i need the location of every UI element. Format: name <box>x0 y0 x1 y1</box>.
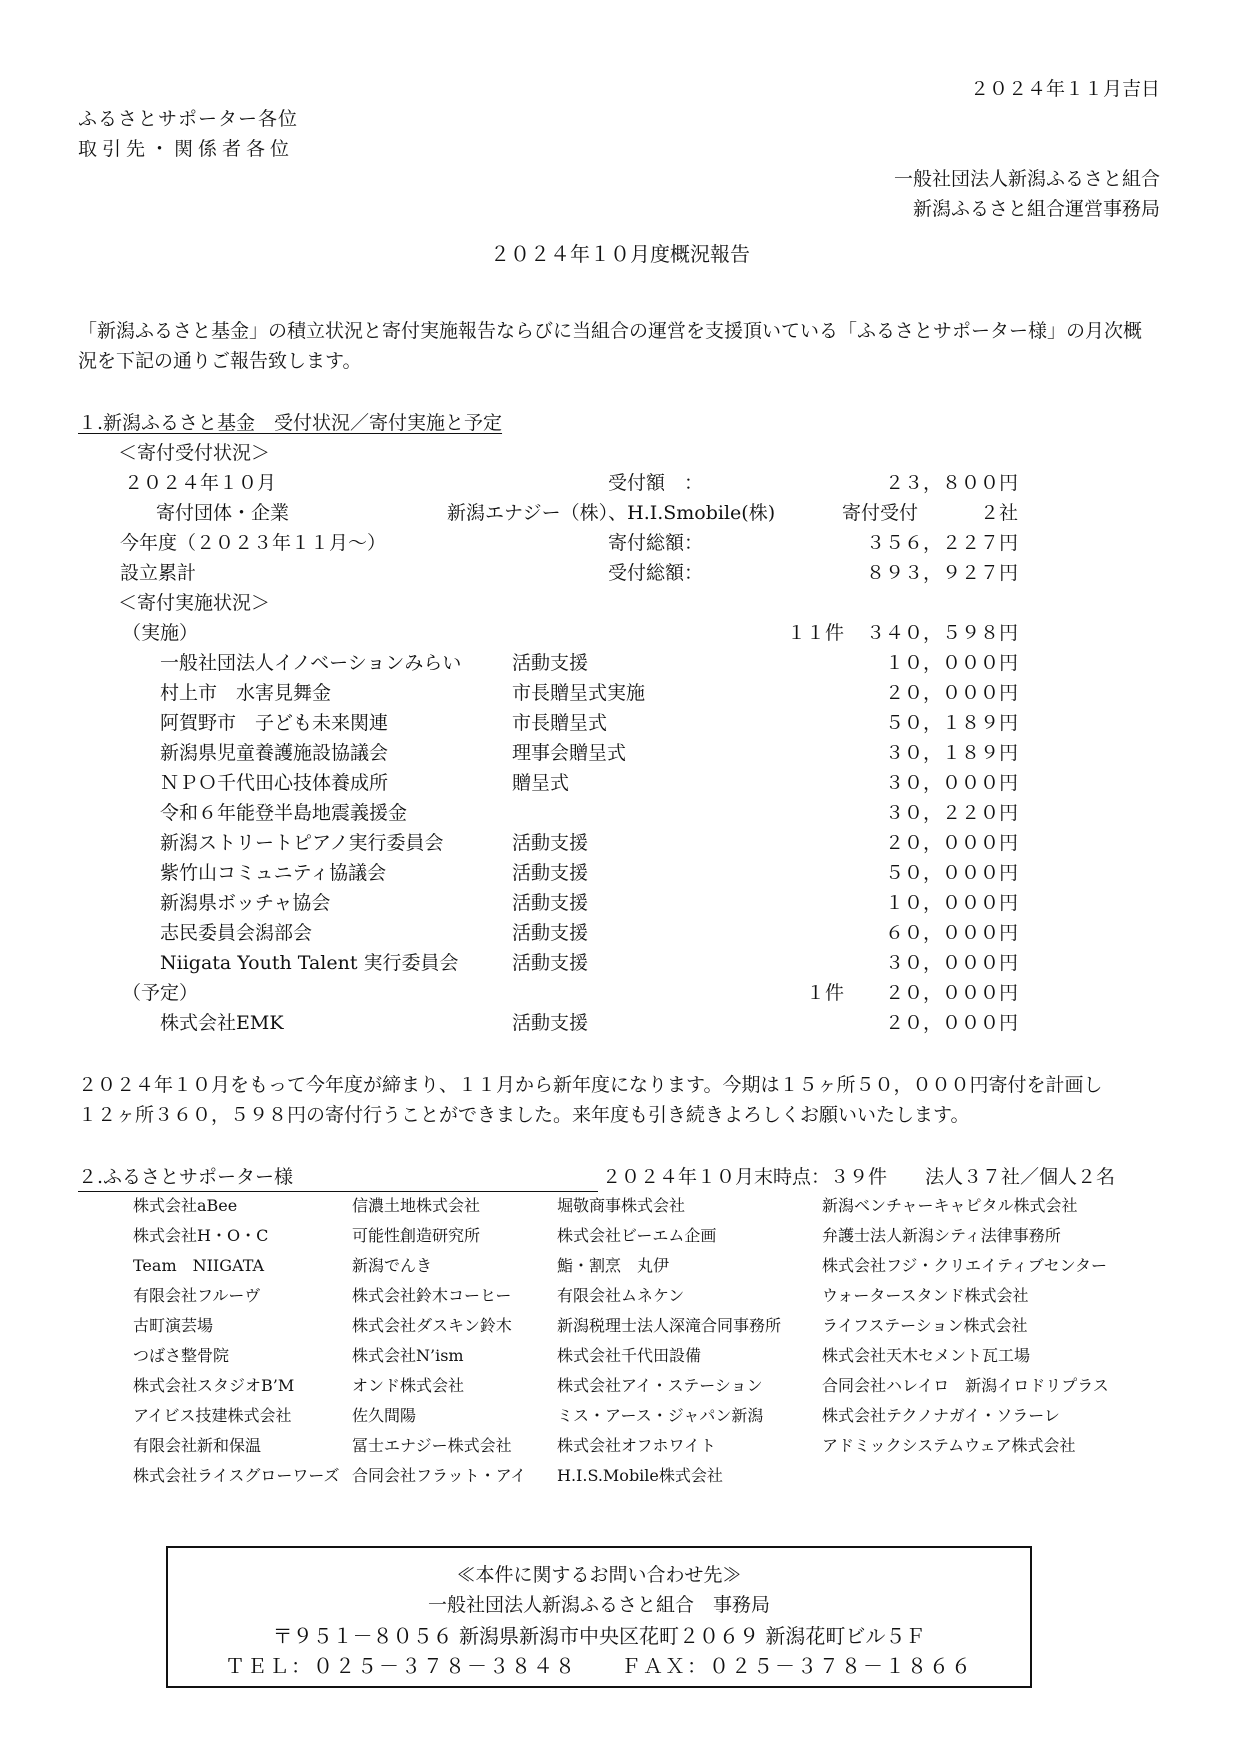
impl-org: 紫竹山コミュニティ協議会 <box>160 862 387 884</box>
impl-amount: ５０，１８９円 <box>884 712 1018 734</box>
impl-amount: ３０，０００円 <box>884 952 1018 974</box>
supporter-name: オンド株式会社 <box>352 1376 465 1395</box>
intro-line-1: 「新潟ふるさと基金」の積立状況と寄付実施報告ならびに当組合の運営を支援頂いている「ふるさとサポーター様」の月次概 <box>78 320 1143 342</box>
contact-heading: ≪本件に関するお問い合わせ先≫ <box>456 1564 742 1586</box>
impl-amount: ３０，０００円 <box>884 772 1018 794</box>
impl-purpose: 活動支援 <box>512 652 589 674</box>
supporter-name: 合同会社フラット・アイ <box>352 1466 527 1485</box>
receipt-cell: 設立累計 <box>120 562 197 584</box>
impl-amount: １０，０００円 <box>884 652 1018 674</box>
impl-org: 阿賀野市 子ども未来関連 <box>160 712 389 734</box>
receipt-cell: ２０２４年１０月 <box>124 472 277 494</box>
supporter-name: 株式会社鈴木コーヒー <box>352 1286 512 1305</box>
impl-amount: ５０，０００円 <box>884 862 1018 884</box>
supporter-name: 株式会社スタジオB’M <box>133 1376 295 1395</box>
impl-amount: ６０，０００円 <box>884 922 1018 944</box>
plan-org: 株式会社EMK <box>160 1012 284 1034</box>
supporter-name: つばさ整骨院 <box>133 1346 230 1365</box>
supporter-name: 佐久間陽 <box>352 1406 417 1425</box>
impl-org: 令和６年能登半島地震義援金 <box>160 802 408 824</box>
receipt-cell: 受付総額： <box>608 562 704 584</box>
supporter-name: 新潟でんき <box>352 1256 433 1275</box>
impl-purpose: 活動支援 <box>512 892 589 914</box>
impl-amount: １０，０００円 <box>884 892 1018 914</box>
section1-heading: １.新潟ふるさと基金 受付状況／寄付実施と予定 <box>78 412 503 434</box>
contact-phone-fax: ＴＥＬ：０２５－３７８－３８４８ ＦＡＸ：０２５－３７８－１８６６ <box>225 1654 973 1678</box>
impl-org: ＮＰＯ千代田心技体養成所 <box>160 772 389 794</box>
supporter-name: ライフステーション株式会社 <box>822 1316 1028 1335</box>
plan-amount: ２０，０００円 <box>884 1012 1018 1034</box>
impl-amount: ３０，２２０円 <box>884 802 1018 824</box>
supporter-name: 株式会社ビーエム企画 <box>557 1226 717 1245</box>
contact-box <box>166 1546 1032 1688</box>
supporter-name: アイビス技建株式会社 <box>133 1406 292 1425</box>
supporter-name: 株式会社オフホワイト <box>557 1436 717 1455</box>
supporter-name: 冨士エナジー株式会社 <box>352 1436 512 1455</box>
impl-purpose: 贈呈式 <box>512 772 570 794</box>
plan-total: ２０，０００円 <box>884 982 1018 1004</box>
supporter-name: 信濃土地株式会社 <box>352 1196 481 1215</box>
implementation-heading: ＜寄付実施状況＞ <box>118 592 271 614</box>
supporter-name: 鮨・割烹 丸伊 <box>557 1256 670 1275</box>
supporter-name: 株式会社天木セメント瓦工場 <box>822 1346 1031 1365</box>
page-title: ２０２４年１０月度概況報告 <box>490 242 750 266</box>
impl-purpose: 市長贈呈式 <box>512 712 608 734</box>
plan-count: １件 <box>805 982 844 1004</box>
impl-purpose: 市長贈呈式実施 <box>512 682 646 704</box>
receipt-cell: ２社 <box>979 502 1018 524</box>
receipt-cell: ３５６，２２７円 <box>865 532 1018 554</box>
supporter-name: 株式会社アイ・ステーション <box>557 1376 763 1395</box>
contact-address: 〒９５１－８０５６ 新潟県新潟市中央区花町２０６９ 新潟花町ビル５Ｆ <box>272 1624 926 1648</box>
impl-purpose: 理事会贈呈式 <box>512 742 627 764</box>
implementation-label: （実施） <box>122 622 199 644</box>
supporter-name: 有限会社フルーヴ <box>133 1286 261 1305</box>
supporter-name: 古町演芸場 <box>133 1316 214 1335</box>
plan-purpose: 活動支援 <box>512 1012 589 1034</box>
summary-line-2: １２ヶ所３６０，５９８円の寄付行うことができました。来年度も引き続きよろしくお願いいたします。 <box>78 1104 970 1126</box>
impl-org: 新潟県ボッチャ協会 <box>160 892 331 914</box>
implementation-total: ３４０，５９８円 <box>865 622 1018 644</box>
receipt-cell: 寄付受付 <box>842 502 919 524</box>
intro-line-2: 況を下記の通りご報告致します。 <box>78 350 362 372</box>
impl-org: 新潟ストリートピアノ実行委員会 <box>160 832 444 854</box>
impl-amount: ３０，１８９円 <box>884 742 1018 764</box>
supporter-name: 株式会社H・O・C <box>133 1226 269 1245</box>
supporter-name: 合同会社ハレイロ 新潟イロドリプラス <box>822 1376 1109 1395</box>
receipt-cell: 寄付団体・企業 <box>156 502 290 524</box>
receipt-cell: 寄付総額： <box>608 532 704 554</box>
recipient-line-2: 取引先・関係者各位 <box>78 138 295 160</box>
impl-purpose: 活動支援 <box>512 862 589 884</box>
supporter-name: 株式会社フジ・クリエイティブセンター <box>822 1256 1107 1275</box>
impl-org: 村上市 水害見舞金 <box>160 682 332 704</box>
supporter-name: 新潟ベンチャーキャピタル株式会社 <box>822 1196 1078 1215</box>
supporter-name: 株式会社テクノナガイ・ソラーレ <box>822 1406 1060 1425</box>
contact-organization: 一般社団法人新潟ふるさと組合 事務局 <box>427 1594 770 1616</box>
supporter-name: 株式会社N’ism <box>352 1346 464 1365</box>
impl-org: 志民委員会潟部会 <box>160 922 313 944</box>
receipt-cell: ８９３，９２７円 <box>865 562 1018 584</box>
supporter-name: 有限会社ムネケン <box>557 1286 685 1305</box>
impl-purpose: 活動支援 <box>512 952 589 974</box>
supporter-name: Team NIIGATA <box>133 1256 265 1275</box>
section2-heading: ２.ふるさとサポーター様 <box>78 1166 294 1188</box>
supporter-name: 堀敬商事株式会社 <box>557 1196 686 1215</box>
document-date: ２０２４年１１月吉日 <box>969 78 1160 100</box>
receipt-cell: 新潟エナジー（株）、H.I.Smobile(株) <box>447 502 776 524</box>
implementation-count: １１件 <box>786 622 844 644</box>
sender-line-2: 新潟ふるさと組合運営事務局 <box>912 198 1160 220</box>
receipt-heading: ＜寄付受付状況＞ <box>118 442 271 464</box>
receipt-cell: 今年度（２０２３年１１月～） <box>120 532 387 554</box>
supporter-name: 有限会社新和保温 <box>133 1436 262 1455</box>
impl-amount: ２０，０００円 <box>884 832 1018 854</box>
plan-label: （予定） <box>122 982 199 1004</box>
impl-purpose: 活動支援 <box>512 922 589 944</box>
impl-org: Niigata Youth Talent 実行委員会 <box>160 952 459 974</box>
supporter-name: ミス・アース・ジャパン新潟 <box>557 1406 764 1425</box>
supporter-name: 新潟税理士法人深滝合同事務所 <box>557 1316 782 1335</box>
supporter-name: 株式会社ダスキン鈴木 <box>352 1316 512 1335</box>
recipient-line-1: ふるさとサポーター各位 <box>78 108 299 130</box>
sender-line-1: 一般社団法人新潟ふるさと組合 <box>893 168 1160 190</box>
summary-line-1: ２０２４年１０月をもって今年度が締まり、１１月から新年度になります。今期は１５ヶ所５０，０００円寄付を計画し <box>78 1074 1103 1096</box>
supporter-name: 可能性創造研究所 <box>352 1226 481 1245</box>
supporter-name: 株式会社ライスグローワーズ <box>133 1466 340 1485</box>
supporter-name: 株式会社aBee <box>133 1196 238 1215</box>
impl-org: 新潟県児童養護施設協議会 <box>160 742 389 764</box>
supporter-name: H.I.S.Mobile株式会社 <box>557 1466 723 1485</box>
impl-purpose: 活動支援 <box>512 832 589 854</box>
section2-underline <box>78 1191 598 1192</box>
supporter-name: 株式会社千代田設備 <box>557 1346 702 1365</box>
supporter-name: アドミックシステムウェア株式会社 <box>822 1436 1076 1455</box>
impl-org: 一般社団法人イノベーションみらい <box>160 652 462 674</box>
supporter-name: 弁護士法人新潟シティ法律事務所 <box>822 1226 1061 1245</box>
section2-status: ２０２４年１０月末時点：３９件 法人３７社／個人２名 <box>602 1166 1116 1188</box>
receipt-cell: 受付額 ： <box>608 472 704 494</box>
supporter-name: ウォータースタンド株式会社 <box>822 1286 1029 1305</box>
impl-amount: ２０，０００円 <box>884 682 1018 704</box>
receipt-cell: ２３，８００円 <box>884 472 1018 494</box>
